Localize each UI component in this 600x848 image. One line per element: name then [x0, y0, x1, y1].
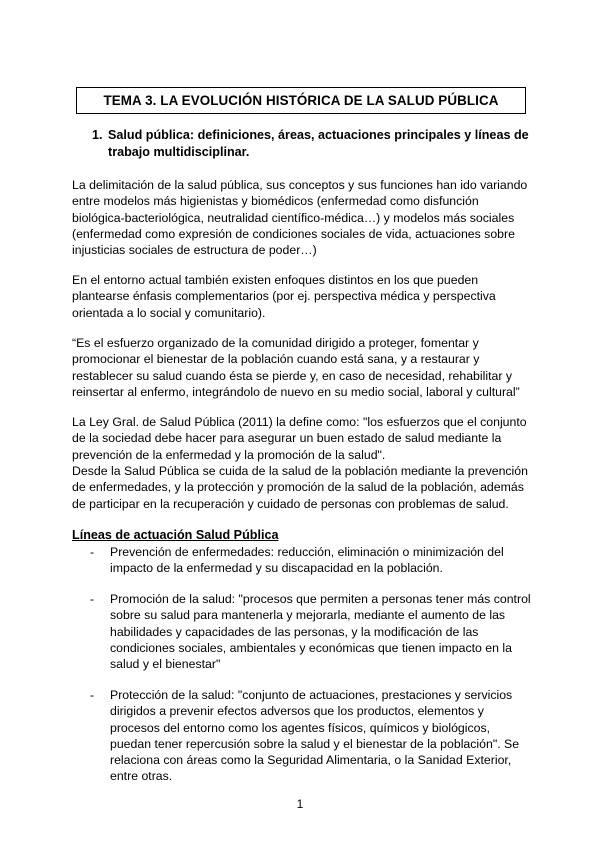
paragraph-desde: Desde la Salud Pública se cuida de la salud de la población mediante la prevención de enfermedades, y la protección y promoción de la salud de la población, además de participar en la recuperación y cuidado de personas con problemas de salud. — [72, 464, 528, 511]
list-item — [90, 687, 534, 785]
document-title: TEMA 3. LA EVOLUCIÓN HISTÓRICA DE LA SALUD PÚBLICA — [76, 87, 526, 114]
page-number: 1 — [296, 797, 304, 811]
bullet-marker: - — [90, 545, 95, 559]
paragraph-ley: La Ley Gral. de Salud Pública (2011) la define como: "los esfuerzos que el conjunto de la sociedad debe hacer para asegurar un buen estado de salud mediante la prevención de la enfermedad y la promoción de la salud". — [72, 415, 527, 462]
lineas-title: Líneas de actuación Salud Pública — [72, 528, 279, 542]
bullet-marker: - — [90, 592, 95, 606]
section-heading-text: Salud pública: definiciones, áreas, actuaciones principales y líneas de trabajo multidisciplinar. — [108, 128, 529, 159]
paragraph-quote: “Es el esfuerzo organizado de la comunidad dirigido a proteger, fomentar y promocionar el bienestar de la población cuando está sana, y a restaurar y restablecer su salud cuando ésta se pierde y, en caso de necesidad, rehabilitar y reinsertar al enfermo, integrándolo de nuevo en su medio social, laboral y cultural” — [72, 336, 520, 399]
list-item-text: Protección de la salud: "conjunto de actuaciones, prestaciones y servicios dirigidos a prevenir efectos adversos que los productos, elementos y procesos del entorno como los agentes físicos, químicos y biológicos, puedan tener repercusión sobre la salud y el bienestar de la población". Se relaciona con áreas como la Seguridad Alimentaria, o la Sanidad Exterior, entre otras. — [110, 688, 520, 784]
paragraph-intro: La delimitación de la salud pública, sus conceptos y sus funciones han ido variando entre modelos más higienistas y biomédicos (enfermedad como disfunción biológica-bacteriológica, neutralidad científico-médica…) y modelos más sociales (enfermedad como expresión de condiciones sociales de vida, actuaciones sobre injusticias sociales de estructura de poder…) — [72, 178, 528, 258]
list-item-text: Promoción de la salud: "procesos que permiten a personas tener más control sobre su salud para mantenerla y mejorarla, mediante el aumento de las habilidades y capacidades de las personas, y la modificación de las condiciones sociales, ambientales y económicas que tienen impacto en la salud y el bienestar" — [110, 592, 531, 672]
list-item-text: Prevención de enfermedades: reducción, eliminación o minimización del impacto de la enfermedad y su discapacidad en la población. — [110, 545, 504, 576]
list-item — [90, 591, 534, 672]
bullet-marker: - — [90, 688, 95, 702]
list-item — [90, 544, 534, 577]
section-heading — [92, 127, 532, 160]
section-number: 1. — [92, 128, 103, 142]
paragraph-enfoques: En el entorno actual también existen enfoques distintos en los que pueden plantearse énfasis complementarios (por ej. perspectiva médica y perspectiva orientada a lo social y comunitario). — [72, 273, 496, 320]
